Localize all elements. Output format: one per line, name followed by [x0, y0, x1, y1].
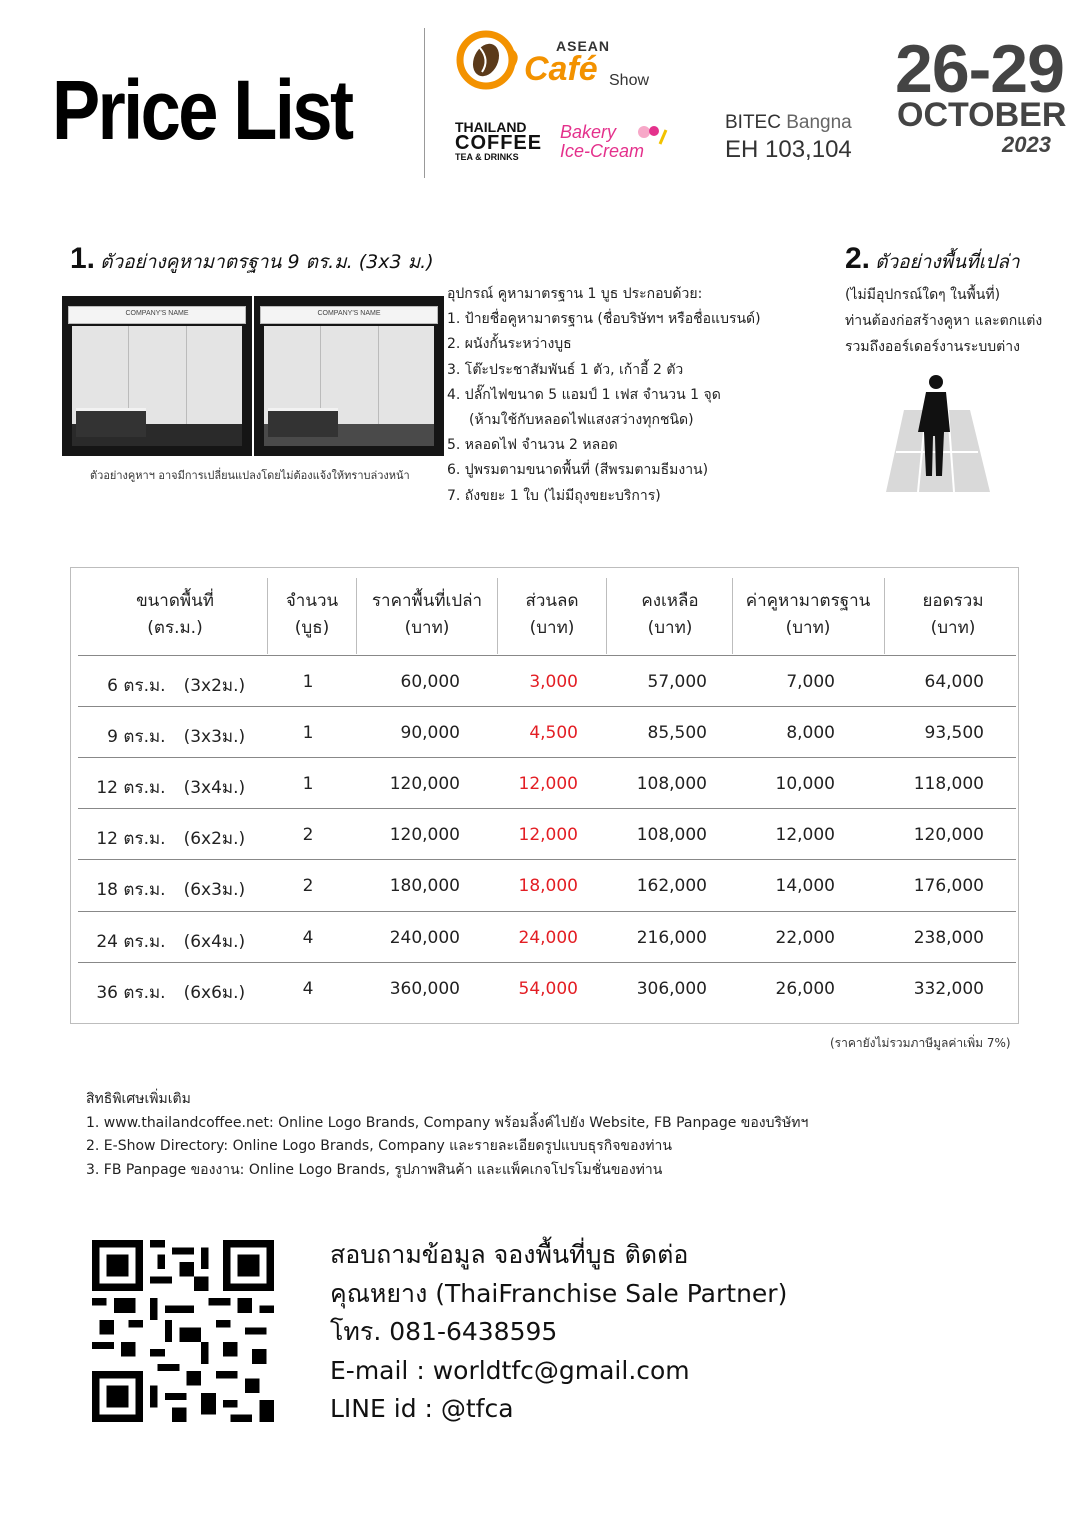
cell-booth-fee: 14,000: [775, 876, 835, 897]
privileges-title: สิทธิพิเศษเพิ่มเติม: [86, 1091, 191, 1107]
section2-line: (ไม่มีอุปกรณ์ใดๆ ในพื้นที่): [845, 287, 1001, 303]
col-header-price: ราคาพื้นที่เปล่า (บาท): [371, 591, 483, 638]
header-divider: [424, 28, 425, 178]
cell-price: 120,000: [389, 825, 460, 846]
cell-booths: 2: [302, 876, 314, 897]
cell-area: 12 ตร.ม. (6x2ม.): [96, 829, 246, 850]
logo-cafe-text: Café: [524, 50, 598, 88]
col-header-total: ยอดรวม (บาท): [922, 591, 984, 638]
cell-area: 36 ตร.ม. (6x6ม.): [96, 982, 246, 1003]
page-title: Price List: [52, 63, 352, 157]
cell-total: 64,000: [924, 672, 984, 692]
row-divider: [78, 962, 1016, 963]
cell-booths: 2: [302, 825, 314, 846]
contact-phone: โทร. 081-6438595: [330, 1317, 558, 1346]
coffee-cup-logo-icon: [456, 28, 518, 90]
equipment-header: อุปกรณ์ คูหามาตรฐาน 1 บูธ ประกอบด้วย:: [447, 286, 703, 302]
cell-booth-fee: 12,000: [775, 825, 835, 846]
empty-space-figure-icon: [882, 370, 992, 492]
equipment-item: 5. หลอดไฟ จำนวน 2 หลอด: [447, 437, 618, 454]
cell-area: 18 ตร.ม. (6x3ม.): [96, 880, 246, 901]
cell-remaining: 216,000: [636, 927, 707, 948]
cell-total: 332,000: [913, 978, 984, 999]
cell-total: 93,500: [924, 723, 984, 744]
booth-photo-2: [254, 296, 444, 456]
logo-asean-text: ASEAN: [556, 38, 611, 54]
privilege-item: 2. E-Show Directory: Online Logo Brands, Company และรายละเอียดรูปแบบธุรกิจของท่าน: [86, 1138, 672, 1154]
equipment-list: [447, 282, 761, 509]
cell-booths: 1: [302, 774, 314, 795]
header-separator: [606, 578, 607, 654]
contact-person: คุณหยาง (ThaiFranchise Sale Partner): [330, 1278, 788, 1308]
vat-note: (ราคายังไม่รวมภาษีมูลค่าเพิ่ม 7%): [830, 1036, 1011, 1050]
row-divider: [78, 655, 1016, 656]
equipment-item: 6. ปูพรมตามขนาดพื้นที่ (สีพรมตามธีมงาน): [447, 462, 709, 479]
col-header-remaining: คงเหลือ (บาท): [641, 591, 699, 638]
cell-area: 9 ตร.ม. (3x3ม.): [107, 727, 246, 748]
cell-area: 24 ตร.ม. (6x4ม.): [96, 931, 246, 952]
contact-email[interactable]: E-mail : worldtfc@gmail.com: [330, 1355, 690, 1385]
header-separator: [267, 578, 268, 654]
cell-booth-fee: 8,000: [786, 723, 835, 744]
ice-cream-icon: [636, 124, 668, 148]
logo-bakery-text: Bakery: [560, 122, 617, 142]
event-month: OCTOBER: [897, 96, 1067, 134]
cell-area: 12 ตร.ม. (3x4ม.): [96, 778, 246, 799]
cell-booth-fee: 10,000: [775, 774, 835, 795]
section1-heading: [70, 242, 434, 277]
cell-discount: 4,500: [529, 723, 578, 744]
logo-icecream-text: Ice-Cream: [560, 141, 645, 161]
equipment-item: 2. ผนังกั้นระหว่างบูธ: [447, 336, 572, 353]
cell-discount: 24,000: [518, 927, 578, 948]
cell-booths: 4: [302, 978, 314, 999]
cell-price: 90,000: [400, 723, 460, 744]
cell-price: 360,000: [389, 978, 460, 999]
cell-booth-fee: 26,000: [775, 978, 835, 999]
section2-title: ตัวอย่างพื้นที่เปล่า: [875, 251, 1020, 273]
section1-number: 1.: [70, 242, 96, 275]
cell-discount: 12,000: [518, 774, 578, 795]
row-divider: [78, 859, 1016, 860]
section2-line: รวมถึงออร์เดอร์งานระบบต่าง: [845, 339, 1020, 355]
booth-caption: ตัวอย่างคูหาฯ อาจมีการเปลี่ยนแปลงโดยไม่ต้องแจ้งให้ทราบล่วงหน้า: [90, 469, 410, 482]
cell-remaining: 306,000: [636, 978, 707, 999]
venue-hall: EH 103,104: [725, 136, 852, 163]
col-header-booths: จำนวน (บูธ): [285, 591, 339, 638]
event-year: 2023: [1002, 132, 1051, 157]
section1-title: ตัวอย่างคูหามาตรฐาน 9 ตร.ม. (3x3 ม.): [100, 251, 434, 273]
header-separator: [497, 578, 498, 654]
contact-heading: สอบถามข้อมูล จองพื้นที่บูธ ติดต่อ: [330, 1240, 689, 1269]
cell-booths: 1: [302, 723, 314, 744]
cell-booths: 1: [302, 672, 314, 692]
privileges-block: [86, 1088, 808, 1182]
contact-block: [330, 1236, 787, 1429]
cell-booth-fee: 22,000: [775, 927, 835, 948]
cell-discount: 54,000: [518, 978, 578, 999]
logo-show-text: Show: [609, 72, 650, 89]
equipment-item: 4. ปลั๊กไฟขนาด 5 แอมป์ 1 เฟส จำนวน 1 จุด: [447, 386, 721, 403]
booth-sign-label: COMPANY'S NAME: [125, 310, 189, 317]
header-separator: [884, 578, 885, 654]
booth-sign-label: COMPANY'S NAME: [317, 310, 381, 317]
qr-code-icon: [92, 1240, 274, 1422]
cell-booths: 4: [302, 927, 314, 948]
cell-discount: 3,000: [529, 672, 578, 692]
contact-line-id: LINE id : @tfca: [330, 1394, 514, 1423]
col-header-area: ขนาดพื้นที่ (ตร.ม.): [136, 591, 214, 638]
privilege-item: 1. www.thailandcoffee.net: Online Logo Brands, Company พร้อมลิ้งค์ไปยัง Website, FB Panpage ของบริษัทฯ: [86, 1114, 809, 1131]
section2-description: [845, 282, 1042, 360]
venue-name: BITEC Bangna: [725, 112, 852, 133]
cell-total: 118,000: [913, 774, 984, 795]
booth-photo-1: [62, 296, 252, 456]
cell-remaining: 85,500: [647, 723, 707, 744]
cell-remaining: 57,000: [647, 672, 707, 692]
row-divider: [78, 911, 1016, 912]
privilege-item: 3. FB Panpage ของงาน: Online Logo Brands, รูปภาพสินค้า และแพ็คเกจโปรโมชั่นของท่าน: [86, 1161, 663, 1178]
equipment-item: 1. ป้ายชื่อคูหามาตรฐาน (ชื่อบริษัทฯ หรือชื่อแบรนด์): [447, 311, 761, 328]
header-separator: [732, 578, 733, 654]
equipment-note: (ห้ามใช้กับหลอดไฟแสงสว่างทุกชนิด): [469, 412, 694, 429]
logo-tea-drinks-text: TEA & DRINKS: [455, 152, 519, 162]
cell-discount: 12,000: [518, 825, 578, 846]
row-divider: [78, 706, 1016, 707]
header-separator: [356, 578, 357, 654]
section2-heading: [845, 242, 1020, 277]
cell-total: 238,000: [913, 927, 984, 948]
col-header-discount: ส่วนลด (บาท): [525, 591, 579, 638]
cell-remaining: 108,000: [636, 774, 707, 795]
cell-booth-fee: 7,000: [786, 672, 835, 692]
cell-discount: 18,000: [518, 876, 578, 897]
cell-remaining: 108,000: [636, 825, 707, 846]
cell-total: 120,000: [913, 825, 984, 846]
row-divider: [78, 808, 1016, 809]
cell-area: 6 ตร.ม. (3x2ม.): [107, 676, 246, 696]
cell-total: 176,000: [913, 876, 984, 897]
logo-coffee-text: COFFEE: [455, 132, 543, 154]
cell-price: 60,000: [400, 672, 460, 692]
logo-thailand-text: THAILAND: [455, 119, 527, 135]
section2-line: ท่านต้องก่อสร้างคูหา และตกแต่ง: [845, 313, 1043, 329]
col-header-booth-fee: ค่าคูหามาตรฐาน (บาท): [745, 591, 871, 638]
equipment-item: 3. โต๊ะประชาสัมพันธ์ 1 ตัว, เก้าอี้ 2 ตัว: [447, 361, 684, 378]
cell-remaining: 162,000: [636, 876, 707, 897]
event-days: 26-29: [895, 31, 1064, 107]
cell-price: 240,000: [389, 927, 460, 948]
row-divider: [78, 757, 1016, 758]
equipment-item: 7. ถังขยะ 1 ใบ (ไม่มีถุงขยะบริการ): [447, 487, 661, 504]
cell-price: 120,000: [389, 774, 460, 795]
section2-number: 2.: [845, 242, 871, 275]
cell-price: 180,000: [389, 876, 460, 897]
